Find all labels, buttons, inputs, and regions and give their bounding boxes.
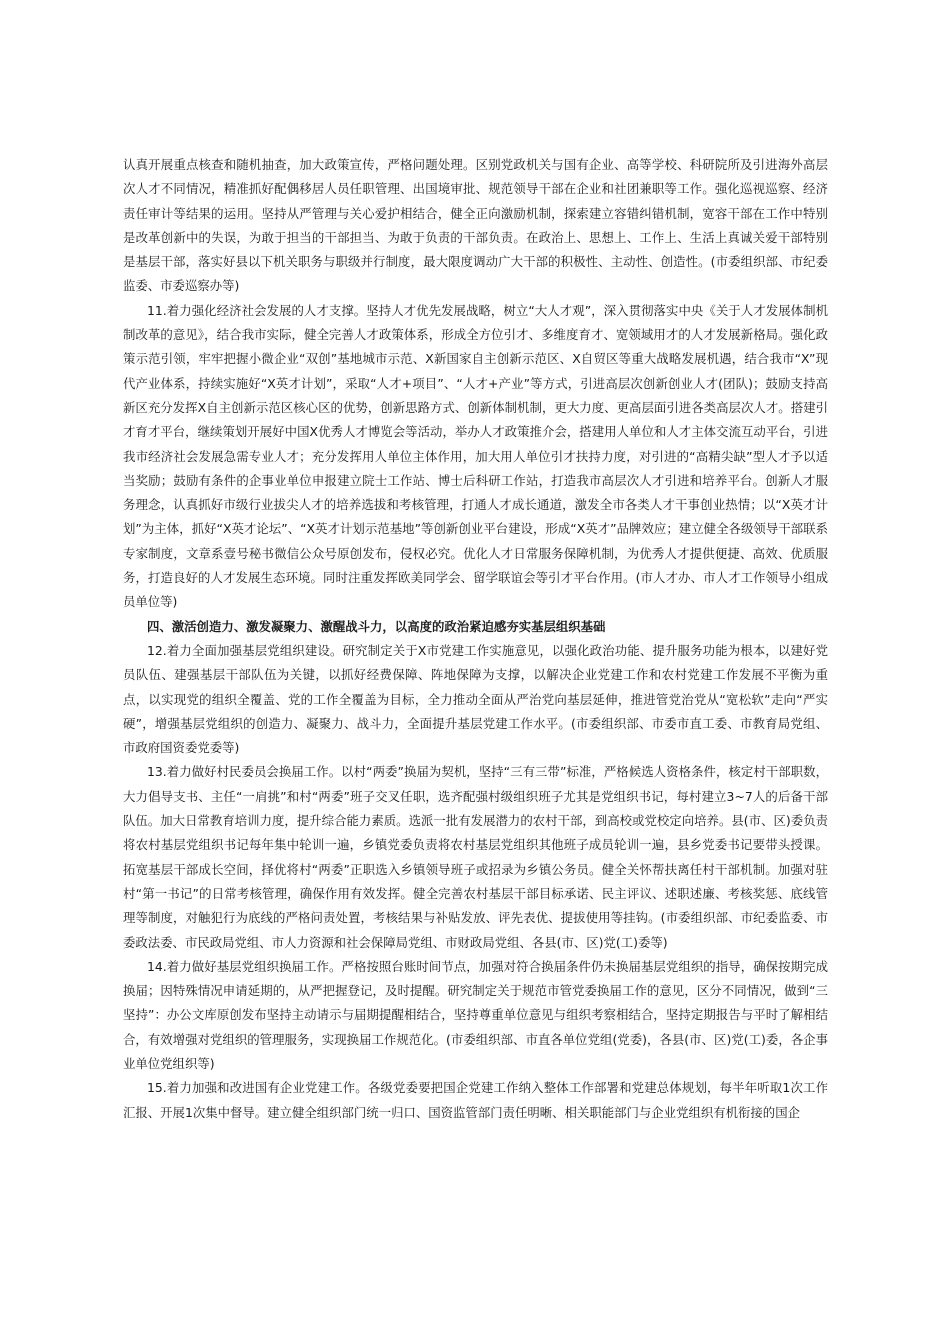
paragraph-item-12: 12.着力全面加强基层党组织建设。研究制定关于X市党建工作实施意见，以强化政治功能、提升服务功能为根本，以建好党员队伍、建强基层干部队伍为关键，以抓好经费保障、阵地保障为支撑，以解决企业党建工作和农村党建工作发展不平衡为重点，以实现党的组织全覆盖、党的工作全覆盖为目标，全力推动全面从严治党向基层延伸，推进管党治党从“宽松软”走向“严实硬”，增强基层党组织的创造力、凝聚力、战斗力，全面提升基层党建工作水平。(市委组织部、市委市直工委、市教育局党组、市政府国资委党委等) [123, 642, 828, 756]
section-heading-4: 四、激活创造力、激发凝聚力、激醒战斗力，以高度的政治紧迫感夯实基层组织基础 [147, 618, 606, 634]
document-page [123, 153, 828, 1333]
paragraph-item-14: 14.着力做好基层党组织换届工作。严格按照台账时间节点，加强对符合换届条件仍未换届基层党组织的指导，确保按期完成换届；因特殊情况申请延期的，从严把握登记，及时提醒。研究制定关于规范市管党委换届工作的意见，区分不同情况，做到“三坚持”：办公文库原创发布坚持主动请示与届期提醒相结合，坚持尊重单位意见与组织考察相结合，坚持定期报告与平时了解相结合，有效增强对党组织的管理服务，实现换届工作规范化。(市委组织部、市直各单位党组(党委)，各县(市、区)党(工)委，各企事业单位党组织等) [123, 958, 828, 1071]
paragraph-cadre-management: 认真开展重点核查和随机抽查，加大政策宣传，严格问题处理。区别党政机关与国有企业、高等学校、科研院所及引进海外高层次人才不同情况，精准抓好配偶移居人员任职管理、出国境审批、规范领导干部在企业和社团兼职等工作。强化巡视巡察、经济责任审计等结果的运用。坚持从严管理与关心爱护相结合，健全正向激励机制，探索建立容错纠错机制，宽容干部在工作中特别是改革创新中的失误，为敢于担当的干部担当、为敢于负责的干部负责。在政治上、思想上、工作上、生活上真诚关爱干部特别是基层干部，落实好县以下机关职务与职级并行制度，最大限度调动广大干部的积极性、主动性、创造性。(市委组织部、市纪委监委、市委巡察办等) [123, 157, 828, 294]
paragraph-item-13: 13.着力做好村民委员会换届工作。以村“两委”换届为契机，坚持“三有三带”标准，严格候选人资格条件，核定村干部职数，大力倡导支书、主任“一肩挑”和村“两委”班子交叉任职，选齐配强村级组织班子尤其是党组织书记，每村建立3~7人的后备干部队伍。加大日常教育培训力度，提升综合能力素质。选派一批有发展潜力的农村干部，到高校或党校定向培养。县(市、区)委负责将农村基层党组织书记每年集中轮训一遍，乡镇党委负责将农村基层党组织其他班子成员轮训一遍，县乡党委书记要带头授课。拓宽基层干部成长空间，择优将村“两委”正职选入乡镇领导班子或招录为乡镇公务员。健全关怀帮扶离任村干部机制。加强对驻村“第一书记”的日常考核管理，确保作用有效发挥。健全完善农村基层干部目标承诺、民主评议、述职述廉、考核奖惩、底线管理等制度，对触犯行为底线的严格问责处置，考核结果与补贴发放、评先表优、提拔使用等挂钩。(市委组织部、市纪委监委、市委政法委、市民政局党组、市人力资源和社会保障局党组、市财政局党组、各县(市、区)党(工)委等) [123, 764, 828, 950]
paragraph-item-11: 11.着力强化经济社会发展的人才支撑。坚持人才优先发展战略，树立“大人才观”，深入贯彻落实中央《关于人才发展体制机制改革的意见》，结合我市实际，健全完善人才政策体系，形成全方位引才、多维度育才、宽领域用才的人才发展新格局。强化政策示范引领，牢牢把握小微企业“双创”基地城市示范、X新国家自主创新示范区、X自贸区等重大战略发展机遇，结合我市“X”现代产业体系，持续实施好“X英才计划”，采取“人才+项目”、“人才+产业”等方式，引进高层次创新创业人才(团队)；鼓励支持高新区充分发挥X自主创新示范区核心区的优势，创新思路方式、创新体制机制，更大力度、更高层面引进各类高层次人才。搭建引才育才平台，继续策划开展好中国X优秀人才博览会等活动，举办人才政策推介会，搭建用人单位和人才主体交流互动平台，引进我市经济社会发展急需专业人才；充分发挥用人单位主体作用，加大用人单位引才扶持力度，对引进的“高精尖缺”型人才予以适当奖励；鼓励有条件的企事业单位申报建立院士工作站、博士后科研工作站，打造我市高层次人才引进和培养平台。创新人才服务理念，认真抓好市级行业拔尖人才的培养选拔和考核管理，打通人才成长通道，激发全市各类人才干事创业热情；以“X英才计划”为主体，抓好“X英才论坛”、“X英才计划示范基地”等创新创业平台建设，形成“X英才”品牌效应；建立健全各级领导干部联系专家制度，文章系壹号秘书微信公众号原创发布，侵权必究。优化人才日常服务保障机制，为优秀人才提供便捷、高效、优质服务，打造良好的人才发展生态环境。同时注重发挥欧美同学会、留学联谊会等引才平台作用。(市人才办、市人才工作领导小组成员单位等) [123, 302, 828, 610]
paragraph-item-15: 15.着力加强和改进国有企业党建工作。各级党委要把国企党建工作纳入整体工作部署和党建总体规划，每半年听取1次工作汇报、开展1次集中督导。建立健全组织部门统一归口、国资监管部门责任明晰、相关职能部门与企业党组织有机衔接的国企 [123, 1080, 828, 1120]
